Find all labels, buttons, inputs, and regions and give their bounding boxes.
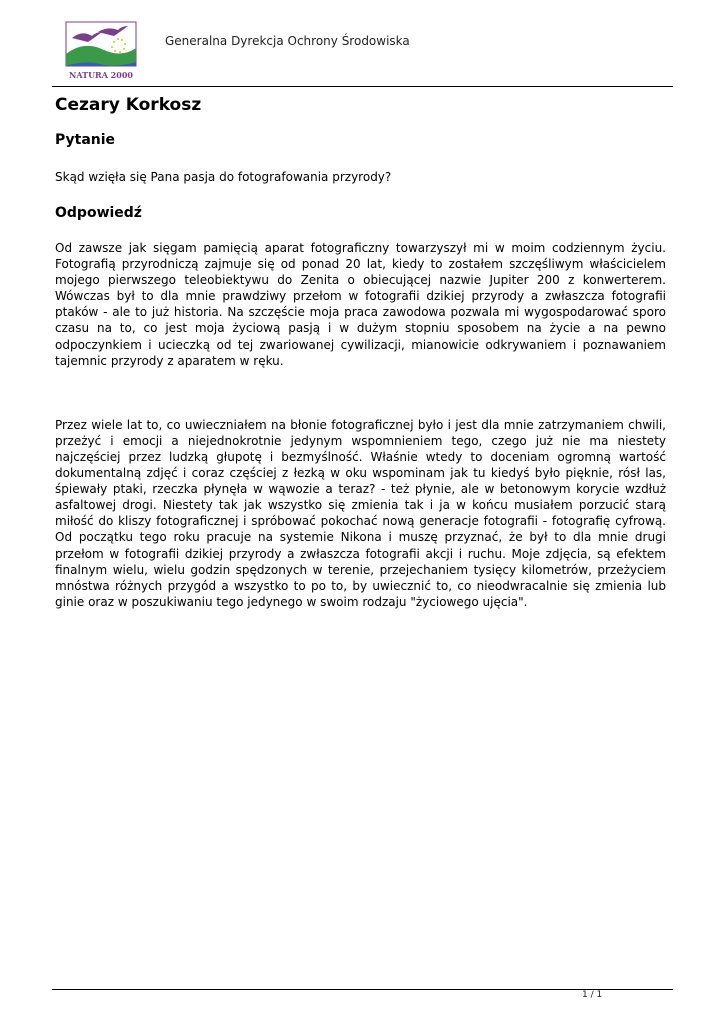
natura-2000-logo: [64, 20, 138, 82]
answer-heading: Odpowiedź: [55, 205, 142, 221]
question-text: Skąd wzięła się Pana pasja do fotografowania przyrody?: [55, 170, 392, 184]
answer-paragraph: Od zawsze jak sięgam pamięcią aparat fotograficzny towarzyszył mi w moim codziennym życiu. Fotografią przyrodniczą zajmuje się od ponad 20 lat, kiedy to zostałem szczęśliwym właścicielem mojego pierwszego teleobiektywu do Zenita o obiecującej nazwie Jupiter 200 z konwerterem. Wówczas był to dla mnie prawdziwy przełom w fotografii dzikiej przyrody a zwłaszcza fotografii ptaków - ale to już historia. Na szczęście moja praca zawodowa pozwala mi wygospodarować sporo czasu na to, co jest moja życiową pasją i w dużym stopniu sposobem na życie a na pewno odpoczynkiem i ucieczką od tej zwariowanej cywilizacji, mianowicie odkrywaniem i poznawaniem tajemnic przyrody z aparatem w ręku.: [55, 241, 666, 368]
logo-text: NATURA 2000: [69, 70, 133, 80]
answer-paragraph: Przez wiele lat to, co uwieczniałem na błonie fotograficznej było i jest dla mnie zatrzymaniem chwili, przeżyć i emocji a niejednokrotnie jedynym wspomnieniem tego, czego już nie ma niestety najczęściej przez ludzką głupotę i bezmyślność. Właśnie wtedy to doceniam ogromną wartość dokumentalną zdjęć i coraz częściej z łezką w oku wspominam jak tu kiedyś było pięknie, rósł las, śpiewały ptaki, rzeczka płynęła w wąwozie a teraz? - też płynie, ale w betonowym korycie wzdłuż asfaltowej drogi. Niestety tak jak wszystko się zmienia tak i ja w końcu musiałem porzucić starą miłość do kliszy fotograficznej i spróbować pokochać nową generacje fotografii - fotografię cyfrową. Od początku tego roku pracuje na systemie Nikona i muszę przyznać, że był to dla mnie drugi przełom w fotografii dzikiej przyrody a zwłaszcza fotografii akcji i ruchu. Moje zdjęcia, są efektem finalnym wielu, wielu godzin spędzonych w terenie, przejechaniem tysięcy kilometrów, przeżyciem mnóstwa różnych przygód a wszystko to po to, by uwiecznić to, co nieodwracalnie się zmienia lub ginie oraz w poszukiwaniu tego jedynego w swoim rodzaju "życiowego ujęcia".: [55, 417, 666, 609]
footer-divider: [52, 989, 673, 990]
question-heading: Pytanie: [55, 132, 116, 148]
article-content: [55, 92, 666, 610]
page-header: [52, 14, 673, 87]
author-name: Cezary Korkosz: [55, 95, 202, 115]
organization-name: Generalna Dyrekcja Ochrony Środowiska: [165, 34, 410, 48]
page-number: 1 / 1: [582, 990, 603, 1000]
